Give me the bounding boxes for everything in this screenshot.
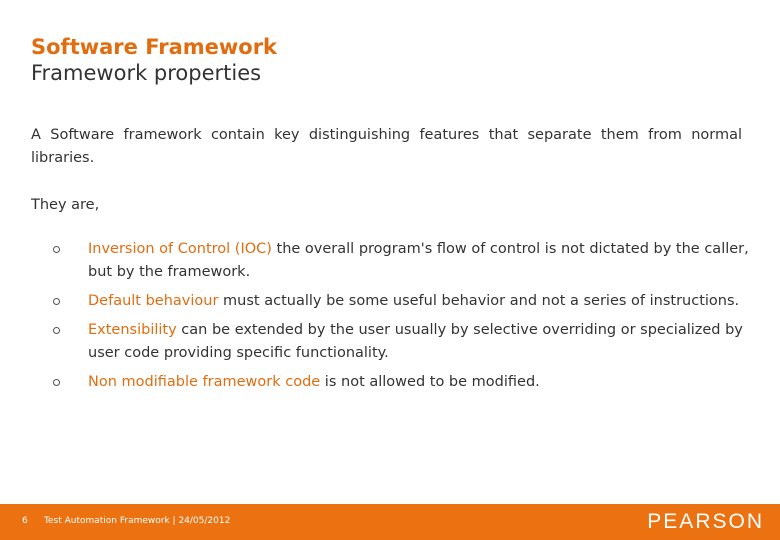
bullet-circle-icon: [53, 246, 60, 253]
bullet-circle-icon: [53, 379, 60, 386]
bullet-item: [53, 371, 753, 394]
bullet-text: must actually be some useful behavior and not a series of instructions.: [218, 293, 740, 309]
footer-text: Test Automation Framework | 24/05/2012: [44, 516, 231, 526]
bullet-list: [53, 238, 753, 400]
bullet-term: Non modifiable framework code: [88, 374, 321, 390]
bullet-text: can be extended by the user usually by selective overriding or specialized by user code providing specific functionality.: [88, 322, 743, 361]
slide-subtitle: Framework properties: [31, 61, 262, 85]
page-number: 6: [22, 516, 28, 526]
bullet-text: the overall program's flow of control is not dictated by the caller, but by the framework.: [88, 241, 749, 280]
footer-bar: [0, 504, 780, 540]
bullet-circle-icon: [53, 298, 60, 305]
bullet-term: Inversion of Control (IOC): [88, 241, 272, 257]
bullet-item: [53, 319, 753, 365]
bullet-circle-icon: [53, 327, 60, 334]
bullet-item: [53, 290, 753, 313]
slide-title: Software Framework: [31, 35, 278, 59]
lead-in-text: They are,: [31, 197, 100, 213]
bullet-term: Extensibility: [88, 322, 177, 338]
slide-title-block: [31, 34, 277, 86]
bullet-text: is not allowed to be modified.: [320, 374, 540, 390]
bullet-term: Default behaviour: [88, 293, 219, 309]
pearson-logo: PEARSON: [647, 510, 764, 533]
bullet-item: [53, 238, 753, 284]
intro-paragraph: A Software framework contain key distinguishing features that separate them from normal libraries.: [31, 127, 742, 166]
